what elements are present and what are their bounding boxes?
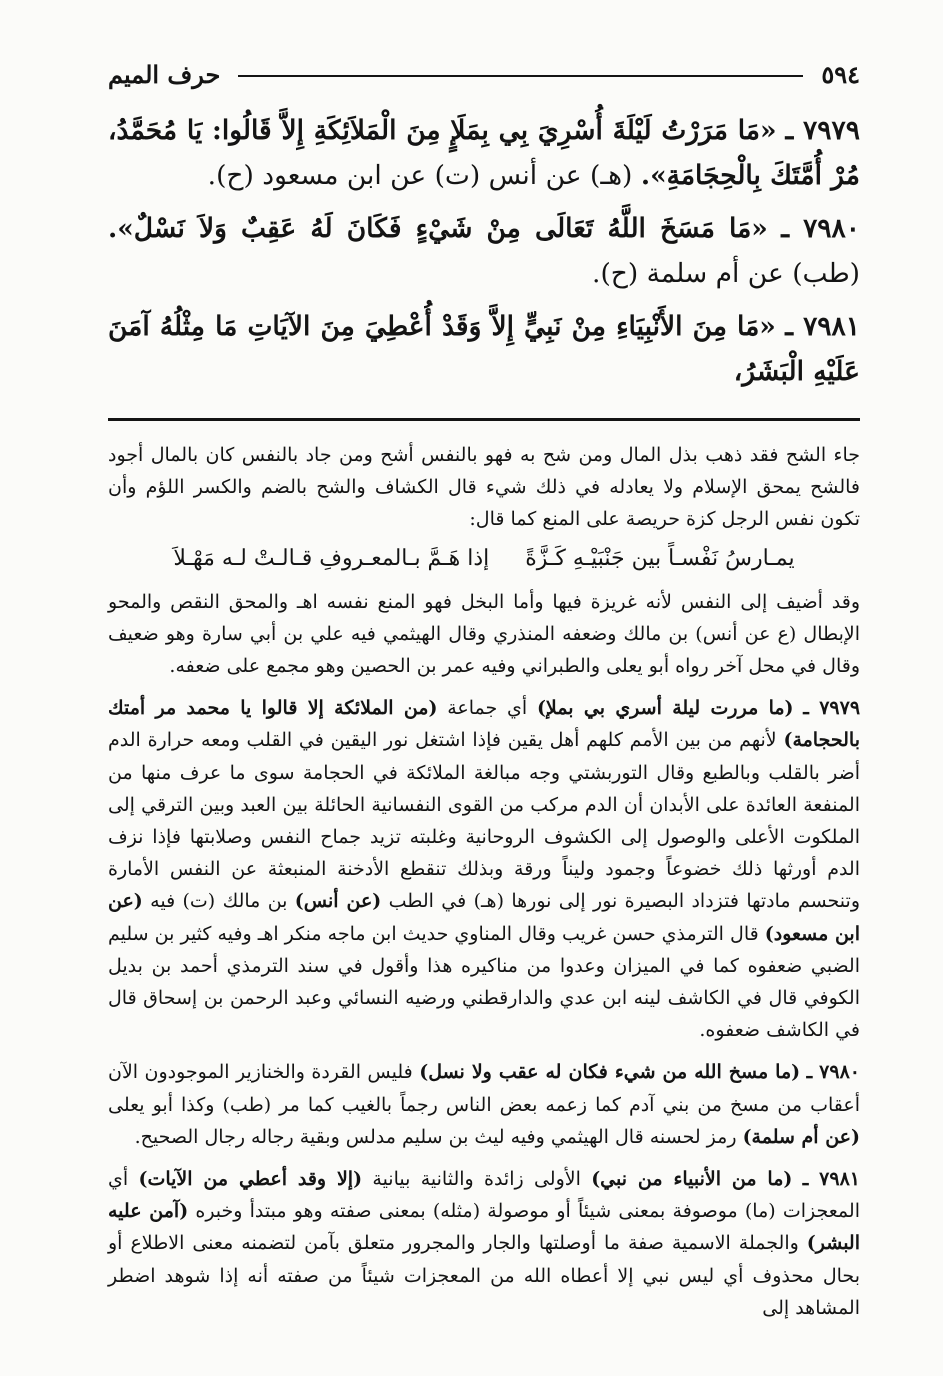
hadith-source: (طب) عن أم سلمة (ح).: [592, 258, 860, 289]
hadith-7981: [108, 304, 860, 394]
commentary-7979: [108, 692, 860, 1046]
hadith-text: «مَا مَسَخَ اللَّهُ تَعَالَى مِنْ شَيْءٍ فَكَانَ لَهُ عَقِبٌ وَلاَ نَسْلٌ».: [108, 213, 768, 244]
page-number: ٥٩٤: [821, 59, 860, 89]
hadith-number: ٧٩٧٩ ـ: [785, 115, 860, 146]
hadith-source: (هـ) عن أنس (ت) عن ابن مسعود (ح).: [207, 160, 633, 191]
header-rule: [238, 75, 803, 77]
commentary-text: لأنهم من بين الأمم كلهم أهل يقين فإذا اشتغل نور اليقين في القلب ومعه حرارة الدم أضر بالقلب وبالطبع وقال التوربشتي وجه مبالغة الملائكة في الحجامة سوى ما عرف منها من المنفعة العائدة على الأبدان أن الدم مركب من القوى النفسانية الحائلة بين العبد وبين الترقي إلى الملكوت الأعلى والوصول إلى الكشوف الروحانية وغلبته تزيد جماح النفس وصلابتها فإذا نزف الدم أورثها ذلك خضوعاً وجمود وليناً ورقة وبذلك تنقطع الأدخنة المنبعثة عن النفس الأمارة وتنحسم مادتها فتزداد البصيرة نور إلى نورها (هـ) في الطب: [108, 729, 860, 913]
quoted-phrase: (ما مررت ليلة أسري بي بملإ): [536, 697, 794, 720]
quoted-phrase: (ما مسخ الله من شيء فكان له عقب ولا نسل): [419, 1061, 801, 1084]
commentary-after-verse: وقد أضيف إلى النفس لأنه غريزة فيها وأما البخل فهو المنع نفسه اهـ والمحق النقص والمحو الإبطال (ع عن أنس) بن مالك وضعفه المنذري وقال الهيثمي فيه علي بن أبي سارة وهو ضعيف وقال في محل آخر رواه أبو يعلى والطبراني وفيه عمر بن الحصين وهو مجمع على ضعفه.: [108, 590, 860, 678]
commentary-number: ٧٩٧٩ ـ: [803, 697, 861, 720]
hadith-number: ٧٩٨٠ ـ: [781, 213, 860, 244]
commentary-7980: [108, 1056, 860, 1153]
quoted-phrase: (عن أم سلمة): [742, 1125, 860, 1148]
hadith-text: «مَا مَرَرْتُ لَيْلَةَ أُسْرِيَ بِي بِمَلَإٍ مِنَ الْمَلاَئِكَةِ إِلاَّ قَالُوا: يَا مُحَمَّدُ، مُرْ أُمَّتَكَ بِالْحِجَامَةِ».: [108, 115, 860, 191]
commentary-text: الأولى زائدة والثانية بيانية: [362, 1168, 592, 1191]
commentary-7981: [108, 1163, 860, 1324]
quoted-phrase: (إلا وقد أعطي من الآيات): [138, 1168, 363, 1191]
verse-second-hemistich: إذا هَـمَّ بـالمعـروفِ قـالـتْ لـه مَهْـلاَ: [173, 545, 490, 571]
section-title: حرف الميم: [108, 59, 221, 89]
commentary-text: والجملة الاسمية صفة ما أوصلتها والجار والمجرور متعلق بآمن لتضمنه معنى الاطلاع أو بحال محذوف أي ليس نبي إلا أعطاه الله من المعجزات شيئاً من صفته أنه إذا شوهد اضطر المشاهد إلى: [108, 1232, 860, 1319]
commentary-text: رمز لحسنه قال الهيثمي وفيه ليث بن سليم مدلس وبقية رجاله رجال الصحيح.: [134, 1125, 743, 1148]
verse-first-hemistich: يمـارسُ نَفْسـاً بين جَنْبَيْـهِ كَـزَّةً: [525, 545, 795, 571]
quoted-phrase: (ما من الأنبياء من نبي): [591, 1168, 793, 1191]
commentary-text: بن مالك (ت) فيه: [142, 890, 295, 913]
commentary-number: ٧٩٨٠ ـ: [806, 1061, 860, 1084]
commentary-text: قال الترمذي حسن غريب وقال المناوي حديث ابن ماجه منكر اهـ وفيه كثير بن سليم الضبي ضعفوه كما في الميزان وعدوا من مناكيره هذا وأقول في سند الترمذي أحمد بن بديل الكوفي قال في الكاشف لينه ابن عدي والدارقطني ورضيه النسائي وعبد الرحمن بن إسحاق قال في الكاشف ضعفوه.: [108, 922, 860, 1042]
commentary-text: أي المعجزات (ما) موصوفة بمعنى شيئاً أو موصولة (مثله) بمعنى صفته وهو مبتدأ وخبره: [108, 1168, 860, 1223]
footnote-divider: [108, 418, 860, 421]
hadith-7980: [108, 206, 860, 296]
hadith-7979: [108, 108, 860, 198]
book-page: [108, 52, 860, 1324]
commentary-intro: جاء الشح فقد ذهب بذل المال ومن شح به فهو بالنفس أشح ومن جاد بالنفس كان بالمال أجود فالشح يمحق الإسلام ولا يعادله في ذلك شيء قال الكشاف والشح بالضم والكسر اللؤم وأن تكون نفس الرجل كزة حريصة على المنع كما قال:: [108, 444, 860, 531]
poetry-verse: [108, 536, 860, 582]
quoted-phrase: (عن ابن مسعود): [108, 890, 860, 945]
quoted-phrase: (من الملائكة إلا قالوا يا محمد مر أمتك بالحجامة): [108, 697, 860, 752]
quoted-phrase: (عن أنس): [294, 890, 382, 913]
commentary-text: أي جماعة: [437, 697, 537, 720]
quoted-phrase: (آمن عليه البشر): [108, 1200, 860, 1255]
commentary-text: فليس القردة والخنازير الموجودون الآن أعقاب من مسخ من بني آدم كما زعمه بعض الناس رجماً بالغيب كما مر (طب) وكذا أبو يعلى: [108, 1061, 860, 1116]
page-header: [108, 52, 860, 96]
commentary-number: ٧٩٨١ ـ: [802, 1168, 860, 1191]
hadith-text: «مَا مِنَ الأَنْبِيَاءِ مِنْ نَبِيٍّ إِلاَّ وَقَدْ أُعْطِيَ مِنَ الآيَاتِ مَا مِثْلُهُ آمَنَ عَلَيْهِ الْبَشَرُ،: [108, 311, 860, 387]
hadith-number: ٧٩٨١ ـ: [785, 311, 860, 342]
